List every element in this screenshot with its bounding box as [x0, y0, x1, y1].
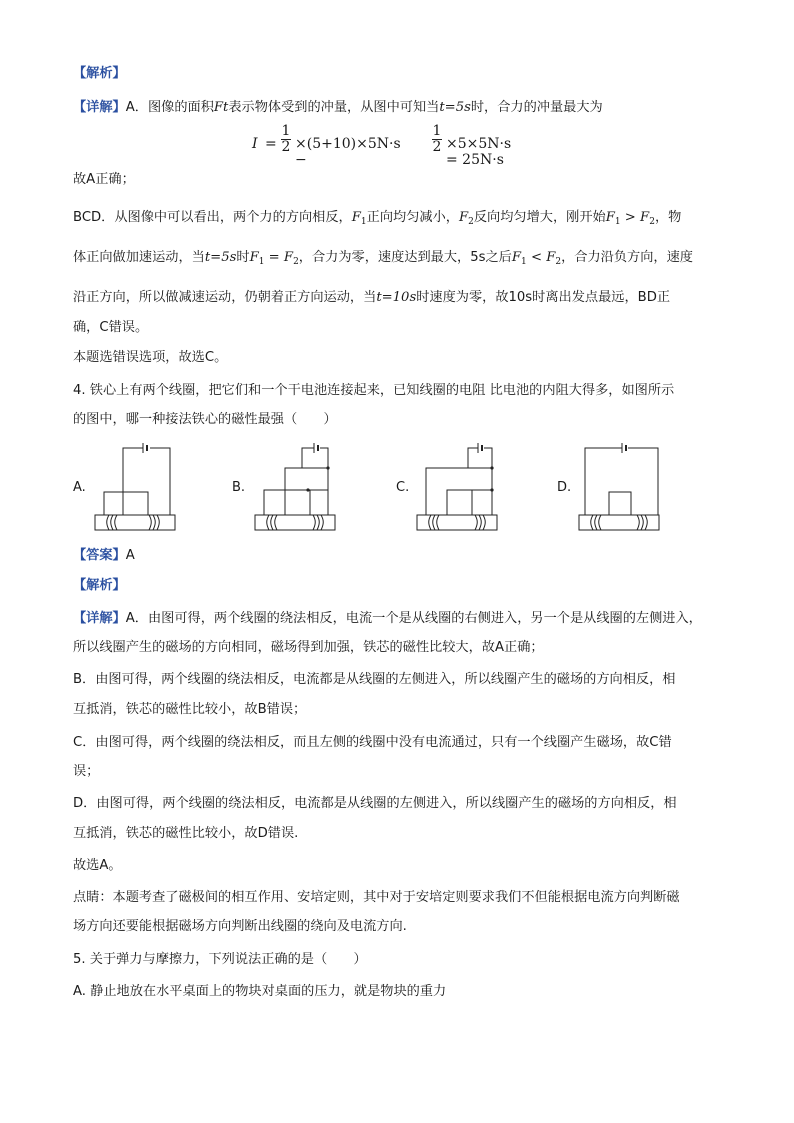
detail-a-conclusion: 故A正确；: [73, 172, 135, 187]
f2-symbol: $F_2$: [458, 210, 474, 227]
question5-line1: 5. 关于弹力与摩擦力，下列说法正确的是（ ）: [73, 952, 367, 967]
question4-line2: 的图中，哪一种接法铁心的磁性最强（ ）: [73, 412, 337, 427]
time-10s: t=10s: [376, 290, 417, 305]
comment-line2: 场方向还要能根据磁场方向判断出线圈的绕向及电流方向.: [73, 919, 407, 934]
bcd-line1-pre: BCD．从图像中可以看出，两个力的方向相反，: [73, 210, 352, 225]
bcd-line2-post: ，合力沿负方向，速度: [561, 250, 693, 265]
bcd-line1-post: ，物: [654, 210, 682, 225]
detail-a-intro-post: 时，合力的冲量最大为: [470, 100, 603, 115]
bcd-line2-mid2: ，合力为零，速度达到最大，5s之后: [298, 250, 512, 265]
detail4-c-line1: C．由图可得，两个线圈的绕法相反，而且左侧的线圈中没有电流通过，只有一个线圈产生磁场，故C错: [73, 735, 672, 750]
figure-c-circuit: [414, 440, 500, 532]
detail4-conclusion: 故选A。: [73, 858, 122, 873]
bcd-line2-pre: 体正向做加速运动，当: [73, 250, 205, 265]
detail-bcd-line3: [73, 288, 670, 308]
figure-c-label: C.: [396, 480, 410, 495]
answer-value: A: [125, 548, 135, 563]
answer-heading: 【答案】: [73, 548, 126, 563]
figure-d-circuit: [576, 440, 662, 532]
question4-line1: 4. 铁心上有两个线圈，把它们和一个干电池连接起来，已知线圈的电阻 比电池的内阻大得多，如图所示: [73, 383, 675, 398]
detail4-d-line2: 互抵消，铁芯的磁性比较小，故D错误.: [73, 826, 299, 841]
f1-lt-f2: $F_1 < F_2$: [511, 250, 562, 267]
question5-option-a: A. 静止地放在水平桌面上的物块对桌面的压力，就是物块的重力: [73, 984, 447, 999]
detail-a-intro-mid: 表示物体受到的冲量，从图中可知当: [228, 100, 440, 115]
detail-a-intro-pre: A．图像的面积: [125, 100, 214, 115]
detail4-b-line2: 互抵消，铁芯的磁性比较小，故B错误；: [73, 702, 307, 717]
detail4-c-line2: 误；: [73, 764, 100, 779]
detail4-a-text: A．由图可得，两个线圈的绕法相反，电流一个是从线圈的右侧进入，另一个是从线圈的左侧进入，: [125, 611, 702, 626]
figure-a-circuit: [92, 440, 178, 532]
time-5s-b: t=5s: [204, 250, 237, 265]
analysis-heading: 【解析】: [73, 66, 126, 81]
answer4: [73, 546, 135, 566]
detail4-a-line2: 所以线圈产生的磁场的方向相同，磁场得到加强，铁芯的磁性比较大，故A正确；: [73, 640, 544, 655]
detail4-b-line1: B．由图可得，两个线圈的绕法相反，电流都是从线圈的左侧进入，所以线圈产生的磁场的方向相反，相: [73, 672, 676, 687]
f1-symbol: $F_1$: [351, 210, 367, 227]
ft-symbol: Ft: [213, 100, 229, 115]
detail-heading: 【详解】: [73, 100, 126, 115]
bcd-line3-post: 时速度为零，故10s时离出发点最远，BD正: [416, 290, 671, 305]
figure-a-label: A.: [73, 480, 86, 495]
detail-conclusion: 本题选错误选项，故选C。: [73, 350, 228, 365]
time-5s: t=5s: [439, 100, 471, 115]
bcd-line2-mid: 时: [236, 250, 250, 265]
detail4-d-line1: D．由图可得，两个线圈的绕法相反，电流都是从线圈的左侧进入，所以线圈产生的磁场的方向相反，相: [73, 796, 677, 811]
f1-eq-f2: $F_1 = F_2$: [249, 250, 299, 267]
comment-line1: 点睛：本题考查了磁极间的相互作用、安培定则，其中对于安培定则要求我们不但能根据电流方向判断磁: [73, 890, 680, 905]
detail-bcd-line4: 确，C错误。: [73, 320, 149, 335]
analysis4-heading: 【解析】: [73, 578, 126, 593]
bcd-line1-mid1: 正向均匀减小，: [366, 210, 459, 225]
figure-d-label: D.: [557, 480, 572, 495]
detail4-heading: 【详解】: [73, 611, 126, 626]
figure-b-label: B.: [232, 480, 246, 495]
f1-gt-f2: $F_1 > F_2$: [605, 210, 655, 227]
detail-bcd-line2: [73, 248, 693, 272]
detail-bcd-line1: [73, 208, 681, 232]
bcd-line3-pre: 沿正方向，所以做减速运动，仍朝着正方向运动，当: [73, 290, 377, 305]
bcd-line1-mid2: 反向均匀增大，刚开始: [473, 210, 606, 225]
detail-a-intro: [73, 98, 603, 118]
detail4-a-line1: [73, 609, 702, 629]
figure-b-circuit: [252, 440, 338, 532]
